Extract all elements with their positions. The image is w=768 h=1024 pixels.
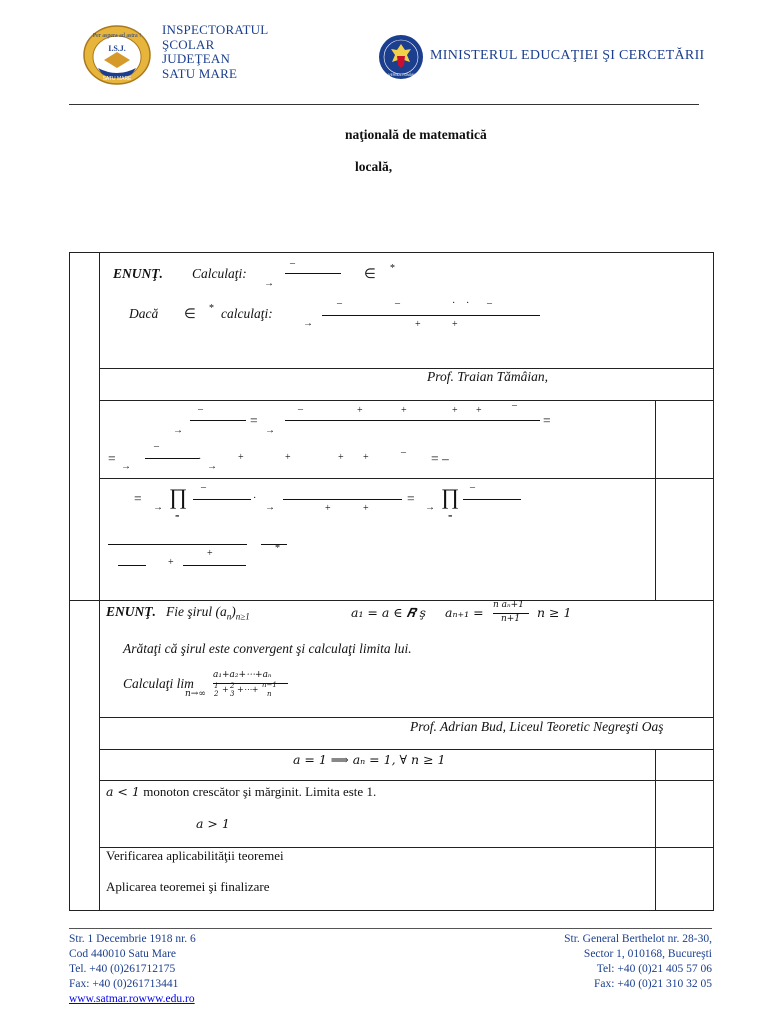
government-emblem	[378, 34, 424, 80]
footer-ministry-contact	[564, 932, 712, 992]
equals-sign: =	[134, 491, 142, 506]
fraction-bar	[183, 565, 246, 566]
problem2-statement: Fie şirul $(a_n)_{n\ge 1}$	[166, 604, 250, 622]
limit-denominator-1: 1	[214, 682, 219, 690]
math-minus: –	[395, 298, 400, 309]
fraction-bar	[261, 544, 287, 545]
solution2-step-apply: Aplicarea teoremei şi finalizare	[106, 879, 270, 894]
recurrence-numerator: n aₙ+1	[493, 600, 524, 610]
fraction-bar	[108, 544, 247, 545]
limit-denominator-2: 2	[230, 682, 235, 690]
math-plus: +	[357, 405, 363, 416]
isj-name	[162, 23, 268, 81]
page-subtitle: locală,	[355, 159, 393, 174]
product-index: -	[448, 507, 453, 522]
col-divider-left	[99, 252, 100, 911]
fraction-bar	[190, 420, 246, 421]
emblem-caption: GUVERNUL ROMÂNIEI	[383, 73, 419, 77]
row-divider	[99, 780, 714, 781]
equals-sign: =	[250, 413, 258, 428]
fraction-bar	[283, 499, 402, 500]
math-minus: –	[401, 447, 406, 458]
problem1-author: Prof. Traian Tămâian,	[427, 369, 549, 384]
solution2-case-equal: a = 1 ⟹ aₙ = 1, ∀ n ≥ 1	[293, 752, 446, 767]
equals-minus: = –	[431, 451, 449, 466]
logo-city: SATU MARE	[102, 76, 132, 82]
equals-sign: =	[543, 413, 551, 428]
col-divider-score-2	[655, 749, 656, 911]
limit-arrow: →	[265, 502, 275, 513]
fraction-bar	[193, 499, 251, 500]
limit-arrow: →	[303, 318, 313, 329]
limit-arrow: →	[207, 461, 217, 472]
math-dot: ·	[198, 454, 202, 465]
limit-subscript: n→∞	[185, 689, 206, 699]
footer-line: Fax: +40 (0)261713441	[69, 978, 179, 990]
math-plus: +	[168, 557, 174, 568]
math-minus: –	[201, 482, 206, 493]
math-dot: ·	[452, 298, 456, 309]
math-plus: +	[238, 452, 244, 463]
limit-denominator-1b: 2	[214, 690, 219, 698]
math-plus: +	[415, 319, 421, 330]
problem2-question-1: Arătaţi că şirul este convergent şi calculaţi limita lui.	[123, 641, 412, 656]
fraction-bar	[463, 499, 521, 500]
math-minus: –	[337, 298, 342, 309]
logo-motto: Per aspera ad astra !	[92, 33, 142, 39]
limit-ellipsis: +⋯+	[237, 685, 259, 694]
star-superscript: *	[275, 543, 280, 554]
element-of-symbol: ∈	[184, 306, 196, 321]
fraction-bar	[285, 273, 341, 274]
product-index: -	[175, 507, 180, 522]
row-divider	[99, 478, 714, 479]
math-plus: +	[325, 503, 331, 514]
problem1-calc-label: Calculaţi:	[192, 266, 247, 281]
row-divider	[69, 600, 714, 601]
daca-label: Dacă	[129, 306, 159, 321]
solution2-case-less: a < 1 monoton crescător şi mărginit. Limita este 1.	[106, 784, 377, 799]
element-of-symbol: ∈	[364, 266, 376, 281]
math-minus: –	[290, 258, 295, 269]
ministry-name: MINISTERUL EDUCAŢIEI ŞI CERCETĂRII	[430, 48, 705, 63]
header-divider	[69, 104, 699, 105]
recurrence-condition: n ≥ 1	[537, 605, 572, 620]
row-divider	[99, 717, 714, 718]
limit-denominator-3: n−1	[262, 681, 277, 689]
footer-line: Fax: +40 (0)21 310 32 05	[594, 978, 712, 990]
limit-arrow: →	[121, 461, 131, 472]
math-plus: +	[401, 405, 407, 416]
solution2-step-verify: Verificarea aplicabilităţii teoremei	[106, 848, 284, 863]
col-divider-score-1	[655, 400, 656, 600]
math-plus: +	[476, 405, 482, 416]
limit-denominator-2b: 3	[230, 690, 235, 698]
limit-denominator-3b: n	[267, 690, 272, 698]
fraction-bar	[322, 315, 540, 316]
logo-abbr: I.S.J.	[108, 44, 126, 53]
math-plus: +	[363, 503, 369, 514]
math-plus: +	[285, 452, 291, 463]
footer-line: Tel: +40 (0)21 405 57 06	[596, 963, 712, 975]
footer-line: Str. 1 Decembrie 1918 nr. 6	[69, 933, 196, 945]
footer-website-link[interactable]: www.satmar.rowww.edu.ro	[69, 993, 195, 1005]
fraction-bar	[145, 458, 199, 459]
recurrence-lhs: aₙ₊₁ =	[445, 605, 484, 620]
math-minus: –	[198, 404, 203, 415]
row-divider	[99, 400, 714, 401]
star-superscript: *	[390, 263, 395, 274]
math-plus: +	[207, 548, 213, 559]
fraction-bar	[285, 420, 540, 421]
problem2-author: Prof. Adrian Bud, Liceul Teoretic Negreşti Oaş	[410, 719, 664, 734]
isj-line: JUDEŢEAN	[162, 51, 231, 66]
math-minus: –	[298, 404, 303, 415]
enunt-label: ENUNŢ.	[106, 604, 156, 619]
math-plus: +	[363, 452, 369, 463]
isj-logo	[82, 24, 152, 86]
math-plus: +	[338, 452, 344, 463]
problem1-calc-label-2: calculaţi:	[221, 306, 273, 321]
math-minus: –	[154, 441, 159, 452]
recurrence-denominator: n+1	[501, 614, 521, 624]
isj-line: INSPECTORATUL	[162, 22, 269, 37]
equals-sign: =	[407, 491, 415, 506]
product-symbol: ∏	[441, 484, 460, 509]
math-dot: ·	[466, 298, 470, 309]
row-divider	[99, 368, 714, 369]
enunt-label: ENUNŢ.	[113, 266, 163, 281]
solution2-case-greater: a > 1	[196, 816, 230, 831]
math-minus: –	[487, 298, 492, 309]
fraction-bar	[118, 565, 146, 566]
star-superscript: *	[209, 303, 214, 314]
footer-isj-contact	[69, 932, 196, 1007]
limit-arrow: →	[265, 425, 275, 436]
limit-arrow: →	[264, 278, 274, 289]
limit-arrow: →	[153, 502, 163, 513]
footer-line: Sector 1, 010168, Bucureşti	[583, 948, 712, 960]
row-divider	[99, 749, 714, 750]
limit-arrow: →	[425, 502, 435, 513]
math-dot: ·	[253, 493, 257, 504]
equals-sign: =	[108, 451, 116, 466]
limit-numerator: a₁+a₂+⋯+aₙ	[213, 670, 272, 680]
footer-line: Cod 440010 Satu Mare	[69, 948, 177, 960]
problem2-question-2: Calculaţi lim	[123, 676, 194, 691]
limit-arrow: →	[173, 425, 183, 436]
math-plus: +	[452, 319, 458, 330]
product-symbol: ∏	[169, 484, 188, 509]
footer-line: Tel. +40 (0)261712175	[69, 963, 176, 975]
isj-line: SATU MARE	[162, 65, 238, 81]
footer-line: Str. General Berthelot nr. 28-30,	[564, 933, 712, 945]
limit-plus: +	[222, 685, 229, 694]
math-minus: –	[470, 482, 475, 493]
page-title: naţională de matematică	[345, 127, 487, 142]
math-minus: –	[512, 400, 517, 411]
math-plus: +	[452, 405, 458, 416]
isj-line: ŞCOLAR	[162, 36, 215, 52]
footer-divider	[69, 928, 712, 929]
problems-table	[69, 252, 714, 911]
recurrence-initial: a₁ = a ∈ 𝑹 ş	[351, 605, 426, 620]
